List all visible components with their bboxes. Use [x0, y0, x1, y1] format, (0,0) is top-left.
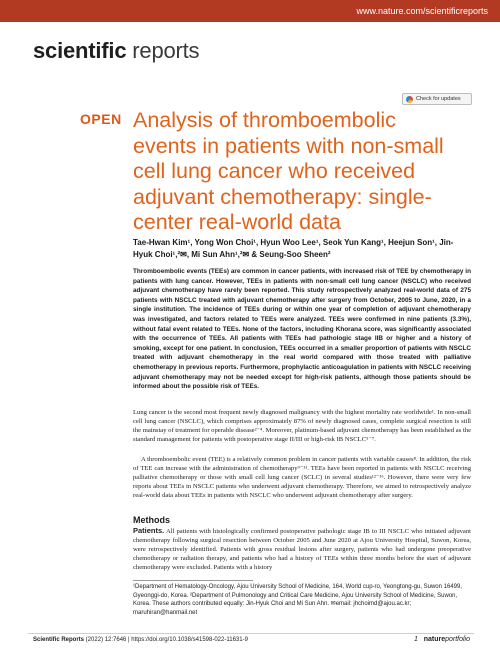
intro-paragraph-1: Lung cancer is the second most frequent newly diagnosed malignancy with the highest mortality rate worldwide¹. In non-small cell lung cancer (NSCLC), which comprises approximately 87% of newly diagnosed cases, complete surgical resection is still the mainstay of treatment for operable disease²⁻⁴. Moreover, platinum-based adjuvant chemotherapy has been established as the standard management for patients with postoperative stage II/III or high-risk IB NSCLC⁵⁻⁷.: [133, 409, 471, 444]
affiliation-footnote: ¹Department of Hematology-Oncology, Ajou University School of Medicine, 164, World cup-ro, Yeongtong-gu, Suwon 16499, Gyeonggi-do, Korea. ²Department of Pulmonology and Critical Care Medicine, Ajou University School of Medicine, Suwon, Korea. These authors contributed equally: Jin-Hyuk Choi and Mi Sun Ahn. ✉email: jhchoimd@ajou.ac.kr; maruhiran@hanmail.net: [133, 584, 462, 616]
publisher-logo-bold: nature: [423, 636, 446, 643]
footer-divider: [28, 633, 474, 634]
footnote-divider: [133, 580, 253, 581]
intro-paragraph-2: A thromboembolic event (TEE) is a relatively common problem in cancer patients with variable causes⁸. In addition, the risk of TEE can increase with the administration of chemotherapy⁹⁻¹¹. TEEs have been reported in patients with NSCLC receiving palliative chemotherapy or those with small cell lung cancer (SCLC) in several studies¹²⁻¹⁶. However, there were very few reports about TEEs in NSCLC patients who underwent adjuvant chemotherapy. Therefore, we aimed to retrospectively analyze real-world data about TEEs in patients with NSCLC who underwent adjuvant chemotherapy after surgery.: [133, 456, 471, 500]
journal-url-link[interactable]: www.nature.com/scientificreports: [356, 6, 488, 16]
footer-citation: [33, 637, 248, 643]
logo-part-bold: scientific: [33, 38, 127, 63]
crossmark-icon: [406, 96, 413, 103]
check-for-updates-badge[interactable]: [402, 93, 472, 105]
author-list: Tae-Hwan Kim¹, Yong Won Choi¹, Hyun Woo Lee¹, Seok Yun Kang¹, Heejun Son¹, Jin-Hyuk Choi¹,²✉, Mi Sun Ahn¹,²✉ & Seung-Soo Sheen²: [133, 238, 454, 259]
methods-heading: Methods: [133, 515, 170, 525]
top-banner: [0, 0, 500, 22]
check-updates-label: Check for updates: [416, 96, 461, 102]
journal-logo: [33, 38, 199, 64]
methods-paragraph: [133, 526, 471, 572]
methods-text: All patients with histologically confirmed postoperative pathologic stage IB to III NSCLC who initiated adjuvant chemotherapy following surgical resection between October 2005 and June 2020 at Ajou University Hospital, Suwon, Korea, were retrospectively identified. Patients with gross residual lesions after surgery, patients who had undergone preoperative chemotherapy or radiation therapy, and patients who had a history of TEEs within three months before the start of adjuvant chemotherapy were excluded. Patients with a history: [133, 528, 471, 572]
article-title: Analysis of thromboembolic events in patients with non-small cell lung cancer who received adjuvant chemotherapy: single-center real-world data: [133, 108, 444, 234]
logo-part-light: reports: [126, 38, 200, 63]
footer-journal: Scientific Reports: [33, 637, 85, 643]
abstract: Thromboembolic events (TEEs) are common in cancer patients, with increased risk of TEE by chemotherapy in patients with lung cancer. However, TEEs in patients with non-small cell lung cancer (NSCLC) who received adjuvant chemotherapy have rarely been reported. This study retrospectively analyzed real-world data of 275 patients with NSCLC treated with adjuvant chemotherapy after surgery from October, 2005 to June, 2020, in a single institution. The incidence of TEEs during or within one year of completion of adjuvant chemotherapy was investigated, and factors related to TEEs were analyzed. TEEs were confirmed in nine patients (3.3%), without fatal event related to TEEs. None of the factors, including Khorana score, was significantly associated with the occurrence of TEEs. All patients with TEEs had pathologic stage IIB or higher and a history of smoking, except for one patient. In conclusion, TEEs occurred in a smaller proportion of patients with NSCLC treated with adjuvant chemotherapy in the real world compared with those treated with palliative chemotherapy in previous reports. Furthermore, prophylactic anticoagulation in patients with NSCLC receiving adjuvant chemotherapy may not be needed except for high-risk patients, although those patients should be informed about the possible risk of TEEs.: [133, 268, 471, 391]
page-number: 1: [413, 636, 418, 643]
patients-subheading: Patients.: [133, 526, 165, 535]
publisher-logo-light: portfolio: [445, 636, 470, 643]
footer-doi[interactable]: (2022) 12:7646 | https://doi.org/10.1038/s41598-022-11631-9: [84, 637, 248, 643]
open-access-label: OPEN: [80, 111, 122, 127]
footer-right: [414, 636, 470, 643]
